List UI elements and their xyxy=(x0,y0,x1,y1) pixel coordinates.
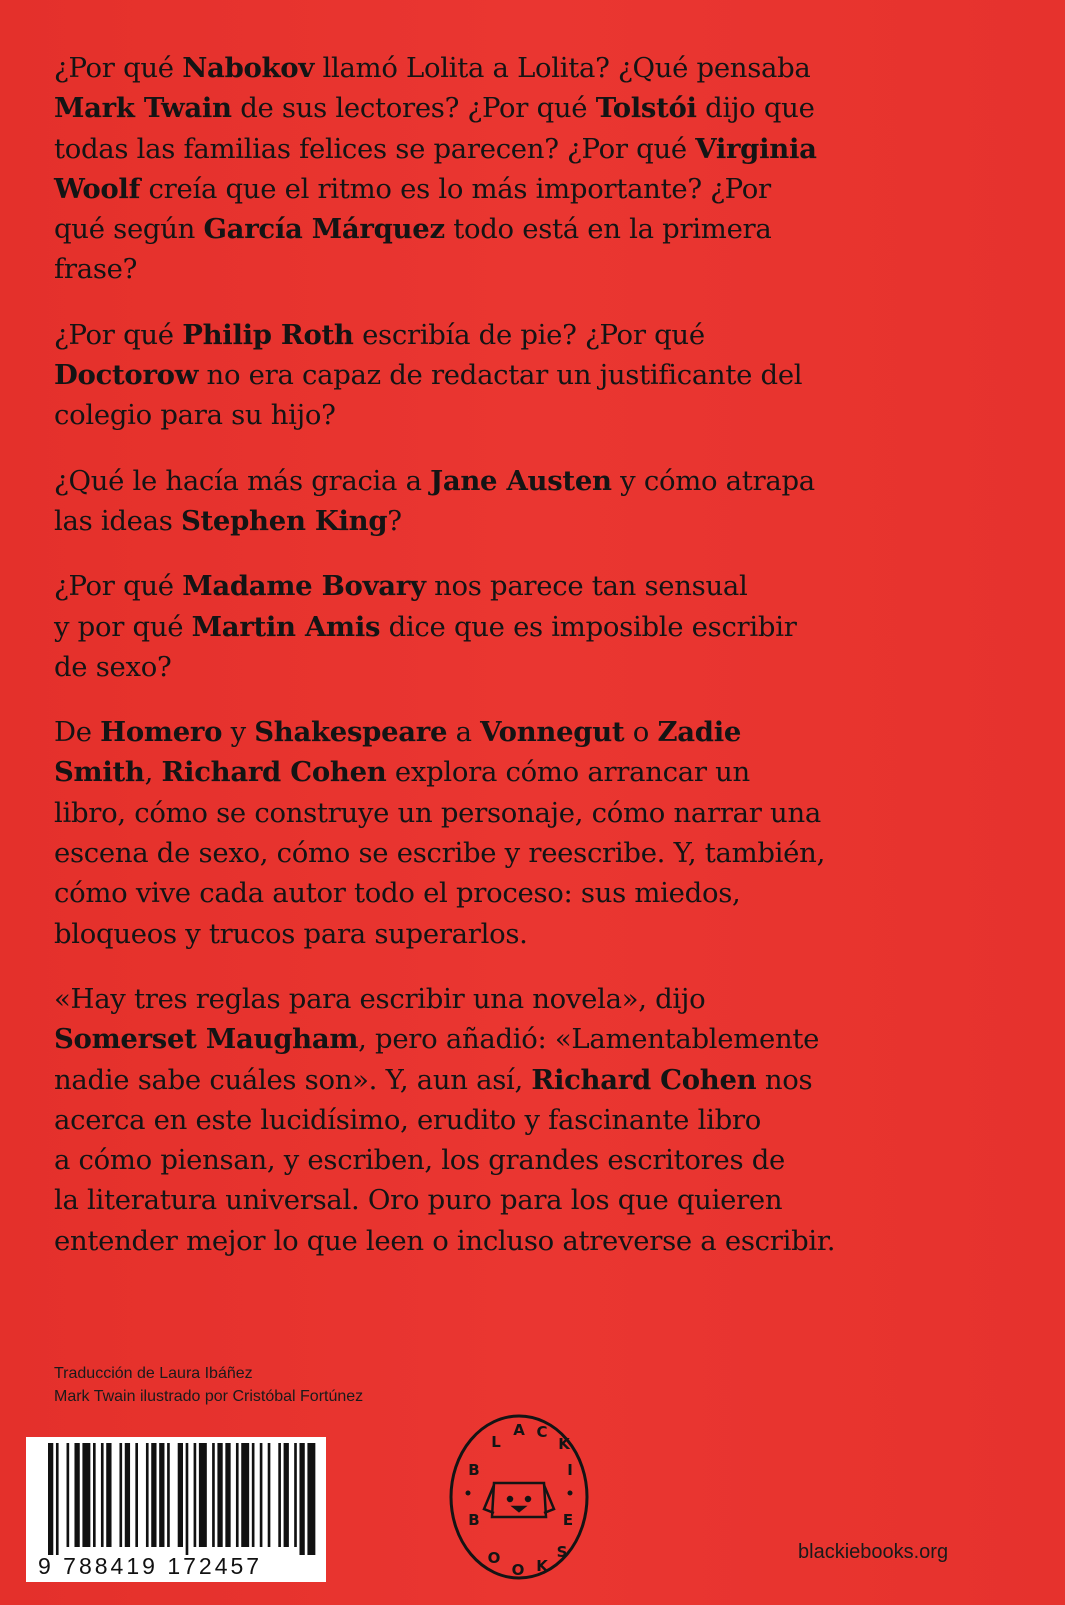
author-name: Stephen King xyxy=(180,504,388,537)
text-span: la literatura universal. Oro puro para los que quieren xyxy=(54,1184,783,1217)
author-name: Jane Austen xyxy=(430,464,612,497)
barcode-bar xyxy=(125,1443,130,1547)
barcode-bar xyxy=(225,1443,230,1547)
blurb-paragraph xyxy=(54,48,954,290)
logo-letter: E xyxy=(562,1511,574,1529)
text-span: acerca en este lucidísimo, erudito y fascinante libro xyxy=(54,1103,761,1136)
barcode-bar xyxy=(82,1443,90,1547)
logo-letter: B xyxy=(468,1461,480,1479)
text-span: bloqueos y trucos para superarlos. xyxy=(54,917,528,950)
text-span: y cómo atrapa xyxy=(611,464,815,497)
barcode-bar xyxy=(151,1443,156,1547)
text-span: cómo vive cada autor todo el proceso: sus miedos, xyxy=(54,877,741,910)
text-span: «Hay tres reglas para escribir una novela», dijo xyxy=(54,982,706,1015)
text-span: De xyxy=(54,716,101,749)
publisher-url[interactable]: blackiebooks.org xyxy=(798,1541,949,1563)
barcode-bar xyxy=(260,1443,263,1547)
blurb-paragraph xyxy=(54,979,954,1261)
text-span: ¿Por qué xyxy=(54,318,183,351)
text-span: de sexo? xyxy=(54,650,172,683)
logo-letter: S xyxy=(556,1543,568,1561)
text-span: frase? xyxy=(54,253,138,286)
text-span: , xyxy=(144,756,162,789)
barcode-bar xyxy=(119,1443,122,1547)
barcode-bar xyxy=(93,1443,96,1547)
text-span: creía que el ritmo es lo más importante? ¿Por xyxy=(140,172,771,205)
barcode-bar xyxy=(212,1443,215,1547)
barcode-bar xyxy=(74,1443,79,1547)
barcode-bar xyxy=(307,1443,315,1555)
blurb-text xyxy=(54,48,954,1286)
logo-letter: C xyxy=(536,1423,548,1441)
text-span: y xyxy=(222,716,255,749)
blurb-paragraph xyxy=(54,566,954,687)
text-span: nadie sabe cuáles son». Y, aun así, xyxy=(54,1063,532,1096)
text-span: dijo que xyxy=(696,92,815,125)
author-name: Mark Twain xyxy=(54,92,232,125)
author-name: Zadie xyxy=(657,716,742,749)
barcode-bar xyxy=(48,1443,53,1555)
blurb-paragraph xyxy=(54,315,954,436)
barcode-bar xyxy=(178,1443,183,1547)
author-name: Philip Roth xyxy=(182,318,354,351)
text-span: de sus lectores? ¿Por qué xyxy=(231,92,596,125)
author-name: Martin Amis xyxy=(191,610,381,643)
author-name: Vonnegut xyxy=(480,716,625,749)
barcode-bar xyxy=(167,1443,170,1547)
barcode-bars xyxy=(48,1443,318,1555)
author-name: Richard Cohen xyxy=(531,1063,757,1096)
logo-letter: O xyxy=(487,1549,501,1567)
barcode-bar xyxy=(146,1443,149,1547)
text-span: nos parece tan sensual xyxy=(425,570,748,603)
barcode-bar xyxy=(56,1443,59,1555)
isbn-number: 9 788419 172457 xyxy=(38,1553,263,1579)
logo-letter: O xyxy=(511,1561,525,1579)
author-name: Smith xyxy=(54,756,145,789)
logo-letter: K xyxy=(558,1435,570,1453)
barcode-bar xyxy=(194,1443,197,1547)
text-span: escena de sexo, cómo se escribe y reescribe. Y, también, xyxy=(54,837,826,870)
barcode xyxy=(26,1437,326,1582)
text-span: no era capaz de redactar un justificante del xyxy=(198,359,803,392)
logo-letter: I xyxy=(567,1461,573,1479)
logo-letter: B xyxy=(468,1511,480,1529)
barcode-bar xyxy=(135,1443,138,1547)
text-span: ¿Por qué xyxy=(54,52,183,84)
text-span: las ideas xyxy=(54,504,181,537)
author-name: Richard Cohen xyxy=(161,756,387,789)
text-span: a cómo piensan, y escriben, los grandes escritores de xyxy=(54,1144,786,1177)
barcode-bar xyxy=(252,1443,255,1547)
text-span: o xyxy=(624,716,658,749)
barcode-bar xyxy=(159,1443,164,1547)
blurb-paragraph xyxy=(54,461,954,542)
author-name: Doctorow xyxy=(54,359,199,392)
text-span: colegio para su hijo? xyxy=(54,399,336,432)
text-span: nos xyxy=(756,1063,813,1096)
text-span: ? xyxy=(387,504,402,537)
author-name: García Márquez xyxy=(203,213,445,246)
text-span: escribía de pie? ¿Por qué xyxy=(353,318,705,351)
text-span: ¿Qué le hacía más gracia a xyxy=(54,464,431,497)
text-span: y por qué xyxy=(54,610,192,643)
author-name: Tolstói xyxy=(595,92,697,125)
logo-letter: K xyxy=(536,1557,548,1575)
author-name: Somerset Maugham xyxy=(54,1023,359,1056)
text-span: ¿Por qué xyxy=(54,570,183,603)
barcode-bar xyxy=(199,1443,207,1547)
translation-credit: Traducción de Laura Ibáñez xyxy=(54,1365,253,1382)
author-name: Shakespeare xyxy=(254,716,448,749)
text-span: todas las familias felices se parecen? ¿Por qué xyxy=(54,132,696,165)
author-name: Madame Bovary xyxy=(182,570,426,603)
text-span: entender mejor lo que leen o incluso atreverse a escribir. xyxy=(54,1224,836,1257)
credits xyxy=(54,1362,363,1408)
text-span: llamó Lolita a Lolita? ¿Qué pensaba xyxy=(314,52,811,84)
barcode-bar xyxy=(241,1443,249,1547)
barcode-bar xyxy=(236,1443,239,1547)
barcode-bar xyxy=(268,1443,271,1547)
illustration-credit: Mark Twain ilustrado por Cristóbal Fortúnez xyxy=(54,1388,364,1405)
blurb-paragraph xyxy=(54,712,954,954)
author-name: Homero xyxy=(100,716,223,749)
barcode-bar xyxy=(101,1443,104,1547)
dog-icon xyxy=(484,1483,554,1517)
barcode-bar xyxy=(106,1443,111,1547)
text-span: explora cómo arrancar un xyxy=(386,756,750,789)
barcode-bar xyxy=(186,1443,189,1555)
text-span: qué según xyxy=(54,213,204,246)
text-span: libro, cómo se construye un personaje, cómo narrar una xyxy=(54,796,821,829)
blackie-books-logo xyxy=(448,1413,590,1581)
text-span: todo está en la primera xyxy=(444,213,772,246)
barcode-bar xyxy=(278,1443,281,1547)
text-span: a xyxy=(447,716,481,749)
text-span: , pero añadió: «Lamentablemente xyxy=(358,1023,820,1056)
barcode-bar xyxy=(217,1443,222,1547)
barcode-bar xyxy=(299,1443,304,1555)
logo-letter: L xyxy=(491,1433,501,1451)
barcode-bar xyxy=(294,1443,297,1547)
text-span: dice que es imposible escribir xyxy=(380,610,797,643)
logo-letter: A xyxy=(513,1421,525,1439)
author-name: Woolf xyxy=(54,172,141,205)
barcode-bar xyxy=(67,1443,70,1547)
barcode-bar xyxy=(284,1443,289,1547)
author-name: Nabokov xyxy=(182,52,315,84)
author-name: Virginia xyxy=(695,132,817,165)
